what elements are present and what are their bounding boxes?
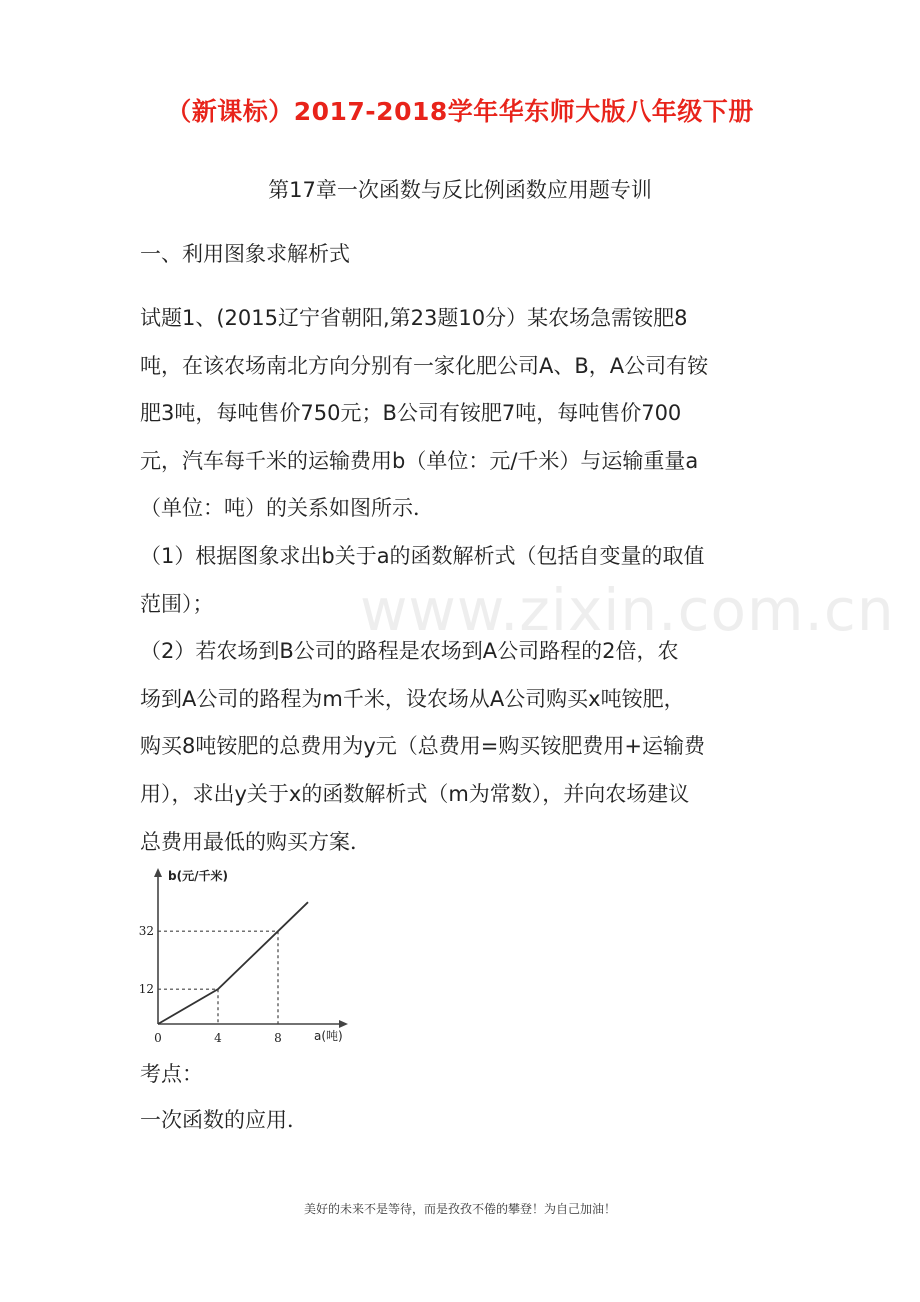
x-tick-label: 0 [154, 1031, 162, 1045]
problem-line: 肥3吨，每吨售价750元；B公司有铵肥7吨，每吨售价700 [140, 401, 682, 426]
question-2-line: 场到A公司的路程为m千米，设农场从A公司购买x吨铵肥， [140, 686, 685, 711]
document-title: （新课标）2017-2018学年华东师大版八年级下册 [166, 97, 754, 126]
series-line [158, 902, 308, 1024]
question-1-line: 范围）； [140, 591, 214, 616]
x-tick-label: 8 [274, 1031, 282, 1045]
y-axis-arrow [154, 868, 162, 877]
kaodian-value: 一次函数的应用． [140, 1108, 308, 1132]
problem-line: 试题1、(2015辽宁省朝阳,第23题10分）某农场急需铵肥8 [140, 306, 688, 330]
footer-motto: 美好的未来不是等待，而是孜孜不倦的攀登！为自己加油！ [303, 1202, 616, 1216]
x-tick-label: 4 [214, 1031, 222, 1045]
problem-line: 元，汽车每千米的运输费用b（单位：元/千米）与运输重量a [140, 448, 699, 473]
x-axis-label: a(吨) [314, 1029, 343, 1043]
problem-statement [140, 295, 790, 866]
question-2-line: 用），求出y关于x的函数解析式（m为常数），并向农场建议 [140, 781, 690, 806]
y-axis-label: b(元/千米) [168, 869, 228, 883]
watermark: www.zixin.com.cn [360, 576, 895, 644]
kaodian-label: 考点： [140, 1062, 203, 1086]
function-graph [136, 862, 360, 1052]
problem-line: （单位：吨）的关系如图所示． [140, 496, 434, 521]
section-heading: 一、利用图象求解析式 [140, 242, 350, 266]
y-tick-label: 12 [138, 982, 154, 997]
chapter-subtitle: 第17章一次函数与反比例函数应用题专训 [268, 178, 652, 202]
x-axis-arrow [339, 1020, 348, 1028]
problem-line: 吨，在该农场南北方向分别有一家化肥公司A、B，A公司有铵 [140, 353, 709, 378]
question-2-line: （2）若农场到B公司的路程是农场到A公司路程的2倍，农 [140, 639, 679, 664]
y-tick-label: 32 [138, 924, 154, 939]
question-2-line: 总费用最低的购买方案． [140, 829, 371, 854]
question-2-line: 购买8吨铵肥的总费用为y元（总费用=购买铵肥费用+运输费 [140, 734, 705, 759]
question-1-line: （1）根据图象求出b关于a的函数解析式（包括自变量的取值 [140, 543, 705, 568]
